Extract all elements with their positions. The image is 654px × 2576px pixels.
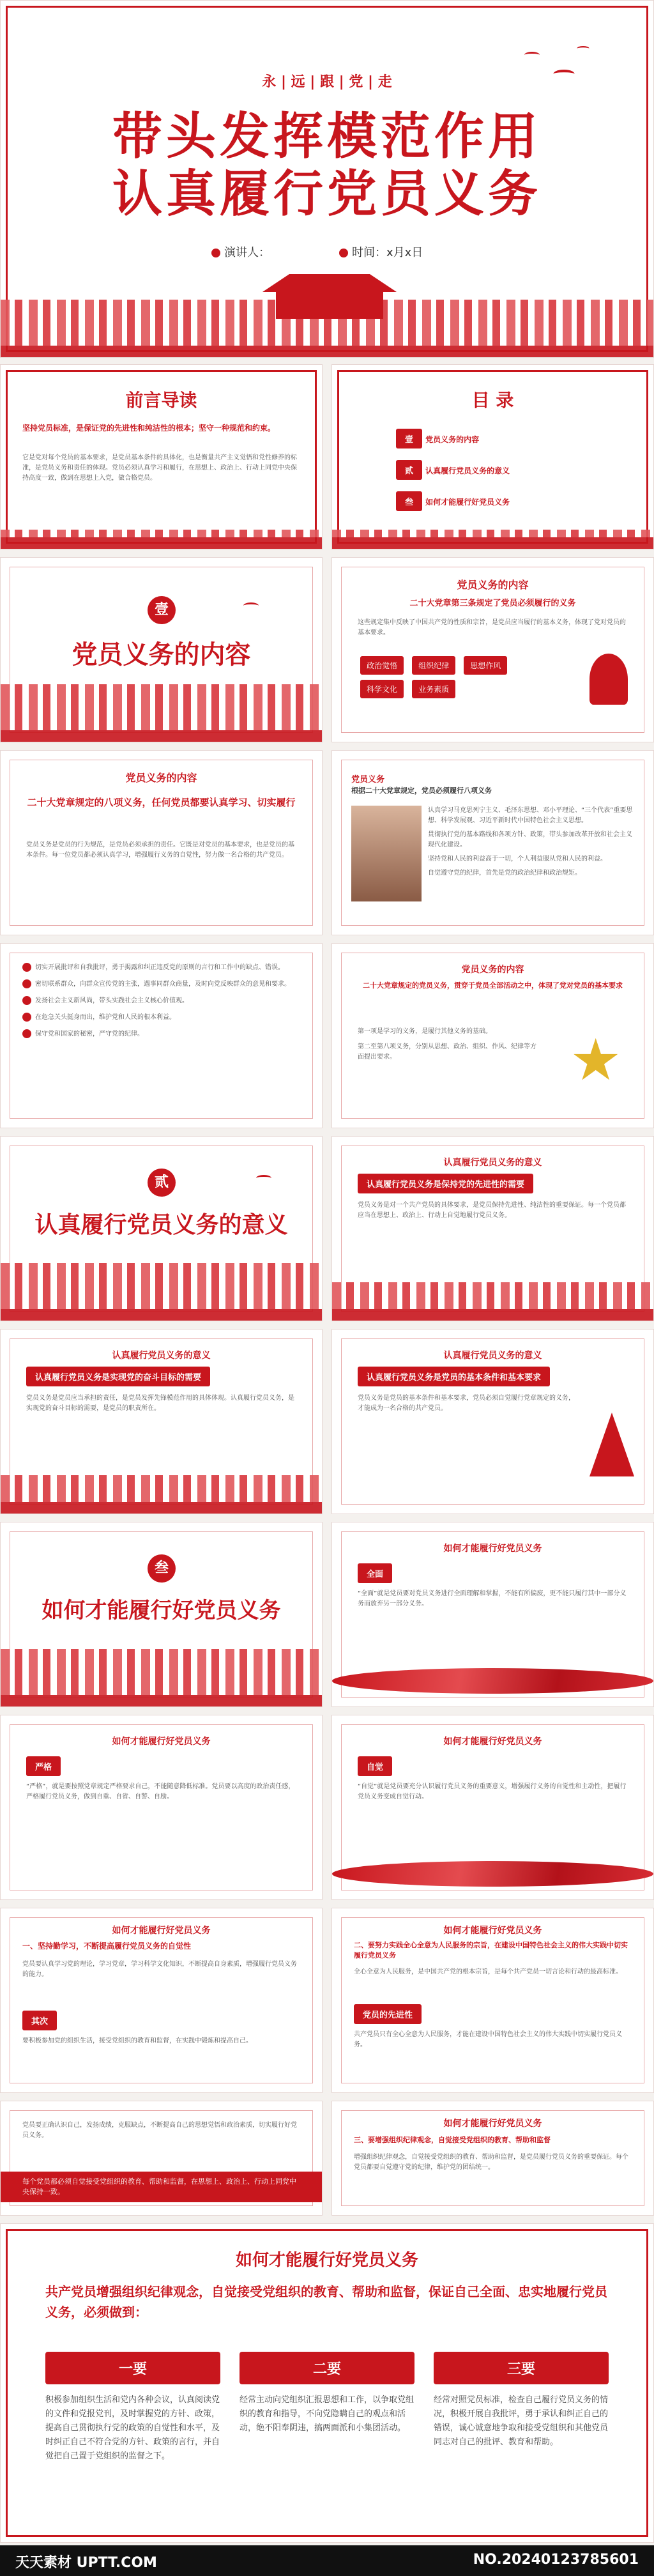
quote-slide: 党员义务 根据二十大党章规定，党员必须履行八项义务 认真学习马克思列宁主义、毛泽东思想、邓小平理论、“三个代表”重要思想、科学发展观、习近平新时代中国特色社会主义思想。 贯彻执行党的基本路线和各项方针、政策，带头参加改革开放和社会主义现代化建设。 坚持党和人民的利益高于一切，个人利益服从党和人民的利益。 自觉遵守党的纪律，首先是党的政治纪律和政治规矩。 bbox=[331, 750, 654, 935]
final-header: 如何才能履行好党员义务 bbox=[235, 2251, 418, 2270]
cover-title-1: 带头发挥模范作用 bbox=[112, 107, 542, 165]
bird-icon bbox=[243, 602, 259, 609]
duty-list-slide bbox=[0, 943, 323, 1128]
toc-list bbox=[396, 429, 510, 511]
slide-sub: 二十大党章第三条规定了党员必须履行的义务 bbox=[409, 599, 576, 608]
cover-motto: 永 | 远 | 跟 | 党 | 走 bbox=[262, 74, 392, 90]
slide-header: 党员义务的内容 bbox=[457, 579, 529, 591]
section-2-slide: 贰 认真履行党员义务的意义 bbox=[0, 1136, 323, 1321]
speaker: 演讲人： bbox=[211, 243, 270, 260]
duty-list: 切实开展批评和自我批评，勇于揭露和纠正违反党的原则的言行和工作中的缺点、错误。 密切联系群众，向群众宣传党的主张，遇事同群众商量，及时向党反映群众的意见和要求。 发扬社会主义新风尚，带头实践社会主义核心价值观。 在危急关头挺身而出，维护党和人民的根本利益。 保守党和国家的秘密，严守党的纪律。 bbox=[22, 963, 300, 1039]
meaning-1-slide: 认真履行党员义务的意义 认真履行党员义务是保持党的先进性的需要 党员义务是对一个共产党员的具体要求，是党员保持先进性、纯洁性的重要保证。每一个党员都应当在思想上、政治上、行动上自觉地履行党员义务。 bbox=[331, 1136, 654, 1321]
toc-item[interactable]: 叁 如何才能履行好党员义务 bbox=[396, 491, 510, 511]
user-icon bbox=[211, 249, 220, 257]
toc-item[interactable]: 贰 认真履行党员义务的意义 bbox=[396, 460, 510, 480]
how-1-slide: 如何才能履行好党员义务 全面 “全面”就是党员要对党员义务进行全面理解和掌握，不能有所偏废，更不能只履行其中一部分义务而放弃另一部分义务。 bbox=[331, 1522, 654, 1707]
bird-icon bbox=[577, 46, 589, 51]
star-slide: 党员义务的内容 二十大党章规定的党员义务，贯穿于党员全部活动之中，体现了党对党员的基本要求 第一项是学习的义务，是履行其他义务的基础。 第二至第八项义务，分别从思想、政治、组织、作风、纪律等方面提出要求。 ★ bbox=[331, 943, 654, 1128]
star-icon: ★ bbox=[570, 1027, 621, 1094]
highlight-bar: 每个党员都必须自觉接受党组织的教育、帮助和监督，在思想上、政治上、行动上同党中央保持一致。 bbox=[1, 2172, 322, 2202]
ribbon-decoration bbox=[332, 1668, 653, 1694]
section-title: 党员义务的内容 bbox=[72, 640, 251, 670]
final-slide bbox=[0, 2223, 654, 2543]
section-1-slide bbox=[0, 557, 323, 742]
bird-icon bbox=[524, 52, 540, 58]
section-number: 壹 bbox=[148, 596, 176, 624]
how-5-slide: 如何才能履行好党员义务 二、要努力实践全心全意为人民服务的宗旨，在建设中国特色社会主义的伟大实践中切实履行党员义务 全心全意为人民服务，是中国共产党的根本宗旨，是每个共产党员一切言论和行动的最高标准。 党员的先进性 共产党员只有全心全意为人民服务，才能在建设中国特色社会主义的伟大实践中切实履行党员义务。 bbox=[331, 1908, 654, 2093]
preface-slide bbox=[0, 364, 323, 549]
final-column: 二要 经常主动向党组织汇报思想和工作，以争取党组织的教育和指导，不向党隐瞒自己的观点和活动，绝不阳奉阴违，搞两面派和小集团活动。 bbox=[240, 2352, 414, 2464]
cover-slide bbox=[0, 0, 654, 358]
quote-list: 认真学习马克思列宁主义、毛泽东思想、邓小平理论、“三个代表”重要思想、科学发展观、习近平新时代中国特色社会主义思想。 贯彻执行党的基本路线和各项方针、政策，带头参加改革开放和社会主义现代化建设。 坚持党和人民的利益高于一切，个人利益服从党和人民的利益。 自觉遵守党的纪律，首先是党的政治纪律和政治规矩。 bbox=[428, 807, 633, 877]
clock-icon bbox=[339, 249, 348, 257]
final-lead: 共产党员增强组织纪律观念，自觉接受党组织的教育、帮助和监督，保证自己全面、忠实地履行党员义务，必须做到： bbox=[45, 2284, 607, 2320]
preface-body: 它是党对每个党员的基本要求，是党员基本条件的具体化，也是衡量共产主义觉悟和党性修养的标准，是党员义务和责任的体现。党员必须认真学习和履行，在思想上、政治上、行动上同党中央保持高度一致，做到在思想上入党，做合格党员。 bbox=[22, 454, 297, 482]
how-6-slide: 如何才能履行好党员义务 三、要增强组织纪律观念，自觉接受党组织的教育、帮助和监督 增强组织纪律观念，自觉接受党组织的教育、帮助和监督，是党员履行党员义务的重要保证。每个党员都要自觉遵守党的纪律，维护党的团结统一。 bbox=[331, 2101, 654, 2216]
great-wall-image bbox=[351, 806, 422, 901]
party-emblem-icon bbox=[589, 654, 628, 705]
toc-item[interactable]: 壹 党员义务的内容 bbox=[396, 429, 510, 448]
how-2-slide: 如何才能履行好党员义务 严格 “严格”，就是要按照党章规定严格要求自己，不能随意降低标准。党员要以高度的政治责任感，严格履行党员义务，做到自重、自省、自警、自励。 bbox=[0, 1715, 323, 1900]
preface-lead: 坚持党员标准，是保证党的先进性和纯洁性的根本；坚守一种规范和约束。 bbox=[22, 424, 276, 433]
content-slide: 党员义务的内容 二十大党章第三条规定了党员必须履行的义务 这些规定集中反映了中国共产党的性质和宗旨，是党员应当履行的基本义务，体现了党对党员的基本要求。 政治觉悟 组织纪律 思想作风 科学文化 业务素质 bbox=[331, 557, 654, 742]
watermark-footer bbox=[0, 2545, 654, 2576]
eight-duties-slide: 党员义务的内容 二十大党章规定的八项义务，任何党员都要认真学习、切实履行 党员义务是党员的行为规范，是党员必须承担的责任。它既是对党员的基本要求，也是党员的基本条件。每一位党员都必须认真学习，增强履行义务的自觉性，努力做一名合格的共产党员。 bbox=[0, 750, 323, 935]
meaning-3-slide: 认真履行党员义务的意义 认真履行党员义务是党员的基本条件和基本要求 党员义务是党员的基本条件和基本要求，党员必须自觉履行党章规定的义务，才能成为一名合格的共产党员。 bbox=[331, 1329, 654, 1514]
toc-slide bbox=[331, 364, 654, 549]
toc-title: 目 录 bbox=[471, 390, 514, 411]
cover-title-2: 认真履行党员义务 bbox=[112, 165, 542, 223]
how-3-slide: 如何才能履行好党员义务 自觉 “自觉”就是党员要充分认识履行党员义务的重要意义，增强履行义务的自觉性和主动性，把履行党员义务变成自觉行动。 bbox=[331, 1715, 654, 1900]
how-7-slide: 党员要正确认识自己，发扬成绩，克服缺点，不断提高自己的思想觉悟和政治素质，切实履行好党员义务。 每个党员都必须自觉接受党组织的教育、帮助和监督，在思想上、政治上、行动上同党中央保持一致。 bbox=[0, 2101, 323, 2216]
bird-icon bbox=[256, 1175, 271, 1181]
brand-text: 天天素材 UPTT.COM bbox=[15, 2555, 157, 2571]
final-columns bbox=[45, 2352, 609, 2464]
code-text: NO.20240123785601 bbox=[473, 2552, 639, 2568]
final-column: 三要 经常对照党员标准，检查自己履行党员义务的情况，积极开展自我批评，勇于承认和纠正自己的错误，诚心诚意地争取和接受党组织和其他党员同志对自己的批评、教育和帮助。 bbox=[434, 2352, 609, 2464]
tiananmen-icon bbox=[262, 274, 397, 319]
final-column: 一要 积极参加组织生活和党内各种会议，认真阅读党的文件和党报党刊，及时掌握党的方针、政策，提高自己贯彻执行党的政策的自觉性和水平，及时纠正自己不符合党的方针、政策的言行，并自觉把自己置于党组织的监督之下。 bbox=[45, 2352, 220, 2464]
meaning-2-slide: 认真履行党员义务的意义 认真履行党员义务是实现党的奋斗目标的需要 党员义务是党员应当承担的责任，是党员发挥先锋模范作用的具体体现。认真履行党员义务，是实现党的奋斗目标的需要，是党员的职责所在。 bbox=[0, 1329, 323, 1514]
preface-title: 前言导读 bbox=[125, 390, 197, 411]
how-4-slide: 如何才能履行好党员义务 一、坚持勤学习，不断提高履行党员义务的自觉性 党员要认真学习党的理论，学习党章，学习科学文化知识，不断提高自身素质，增强履行党员义务的能力。 其次 要积极参加党的组织生活，接受党组织的教育和监督，在实践中锻炼和提高自己。 bbox=[0, 1908, 323, 2093]
tag-group: 政治觉悟 组织纪律 思想作风 科学文化 业务素质 bbox=[358, 654, 549, 701]
section-3-slide: 叁 如何才能履行好党员义务 bbox=[0, 1522, 323, 1707]
time: 时间：x月x日 bbox=[339, 243, 423, 260]
